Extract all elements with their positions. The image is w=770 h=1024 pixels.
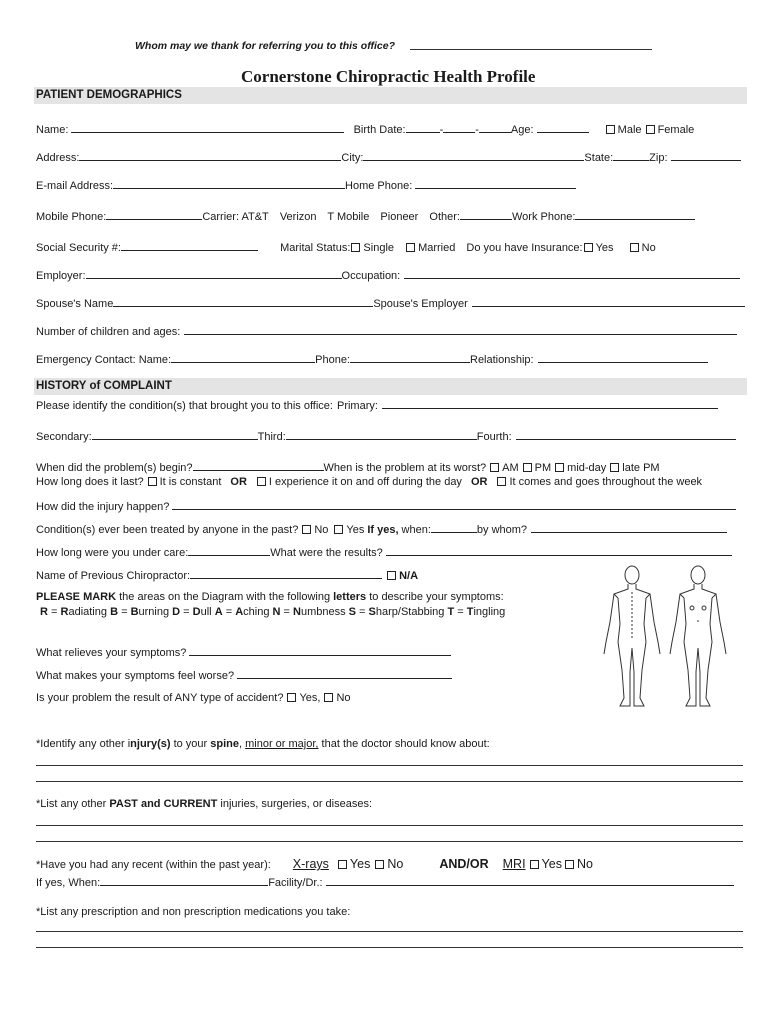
row-medications: *List any prescription and non prescription medications you take:: [36, 906, 351, 918]
legend-radiating: R = Radiating: [40, 606, 107, 618]
carrier-other-field[interactable]: [460, 208, 512, 220]
occupation-field[interactable]: [404, 267, 740, 279]
began-field[interactable]: [193, 459, 324, 471]
birth-month-field[interactable]: [406, 121, 440, 133]
accident-no-checkbox-icon[interactable]: [324, 693, 333, 702]
worse-field[interactable]: [237, 667, 452, 679]
employer-field[interactable]: [86, 267, 342, 279]
mobile-phone-field[interactable]: [106, 208, 202, 220]
row-treated: Condition(s) ever been treated by anyone in the past? No Yes If yes, when: by whom?: [36, 521, 727, 537]
mri-no-checkbox-icon[interactable]: [565, 860, 574, 869]
body-back-figure[interactable]: [604, 566, 660, 706]
email-field[interactable]: [113, 177, 345, 189]
care-duration-field[interactable]: [188, 544, 270, 556]
constant-checkbox-icon[interactable]: [148, 477, 157, 486]
section-title: HISTORY of COMPLAINT: [36, 380, 172, 392]
na-checkbox-icon[interactable]: [387, 571, 396, 580]
carrier-other[interactable]: Other:: [429, 211, 460, 223]
treated-no-checkbox-icon[interactable]: [302, 525, 311, 534]
row-secondary: Secondary: Third: Fourth:: [36, 428, 736, 444]
past-current-line-2[interactable]: [36, 841, 743, 842]
accident-yes-checkbox-icon[interactable]: [287, 693, 296, 702]
male-checkbox-icon[interactable]: [606, 125, 615, 134]
married-checkbox-icon[interactable]: [406, 243, 415, 252]
carrier-att[interactable]: AT&T: [241, 211, 269, 223]
row-began: When did the problem(s) begin? When is the problem at its worst? AM PM mid-day late PM: [36, 459, 660, 475]
row-children: Number of children and ages:: [36, 323, 737, 339]
referral-question: Whom may we thank for referring you to this office?: [135, 40, 396, 52]
mri-yes-checkbox-icon[interactable]: [530, 860, 539, 869]
birth-year-field[interactable]: [479, 121, 511, 133]
other-injuries-line-2[interactable]: [36, 781, 743, 782]
body-front-figure[interactable]: [670, 566, 726, 706]
age-field[interactable]: [537, 121, 589, 133]
row-prev-chiro: Name of Previous Chiropractor: N/A: [36, 567, 418, 583]
carrier-tmobile[interactable]: T Mobile: [327, 211, 370, 223]
xrays-no-checkbox-icon[interactable]: [375, 860, 384, 869]
relieves-field[interactable]: [189, 644, 451, 656]
insurance-no-checkbox-icon[interactable]: [630, 243, 639, 252]
third-condition-field[interactable]: [286, 428, 477, 440]
row-address: Address: City: State: Zip:: [36, 149, 741, 165]
imaging-facility-field[interactable]: [326, 874, 734, 886]
state-field[interactable]: [613, 149, 649, 161]
medications-line-1[interactable]: [36, 931, 743, 932]
row-name: Name: Birth Date: - - Age: Male Female: [36, 121, 694, 137]
referral-field[interactable]: [410, 49, 652, 50]
relationship-field[interactable]: [538, 351, 708, 363]
city-field[interactable]: [363, 149, 584, 161]
carrier-pioneer[interactable]: Pioneer: [380, 211, 419, 223]
row-relieves: What relieves your symptoms?: [36, 644, 451, 660]
section-header-demographics: [34, 87, 747, 104]
results-field[interactable]: [386, 544, 732, 556]
row-mobile: Mobile Phone: Carrier: AT&T Verizon T Mobile Pioneer Other: Work Phone:: [36, 208, 695, 224]
treated-yes-checkbox-icon[interactable]: [334, 525, 343, 534]
comes-goes-checkbox-icon[interactable]: [497, 477, 506, 486]
zip-field[interactable]: [671, 149, 741, 161]
legend-burning: B = Burning: [110, 606, 170, 618]
body-diagram-icon[interactable]: [592, 562, 732, 710]
imaging-when-field[interactable]: [100, 874, 268, 886]
row-accident: Is your problem the result of ANY type of accident? Yes, No: [36, 692, 351, 704]
legend-numbness: N = Numbness: [272, 606, 346, 618]
injury-field[interactable]: [172, 498, 736, 510]
address-field[interactable]: [79, 149, 341, 161]
emergency-phone-field[interactable]: [350, 351, 470, 363]
medications-line-2[interactable]: [36, 947, 743, 948]
work-phone-field[interactable]: [575, 208, 695, 220]
row-employer: Employer: Occupation:: [36, 267, 740, 283]
children-field[interactable]: [184, 323, 737, 335]
emergency-name-field[interactable]: [171, 351, 315, 363]
row-ssn: Social Security #: Marital Status: Single Married Do you have Insurance: Yes No: [36, 239, 656, 255]
row-worse: What makes your symptoms feel worse?: [36, 667, 452, 683]
fourth-condition-field[interactable]: [516, 428, 736, 440]
name-field[interactable]: [71, 121, 344, 133]
row-care: How long were you under care: What were the results?: [36, 544, 732, 560]
legend-tingling: T = Tingling: [447, 606, 506, 618]
treated-when-field[interactable]: [431, 521, 477, 533]
row-email: E-mail Address: Home Phone:: [36, 177, 576, 193]
female-checkbox-icon[interactable]: [646, 125, 655, 134]
xrays-yes-checkbox-icon[interactable]: [338, 860, 347, 869]
section-title: PATIENT DEMOGRAPHICS: [36, 89, 182, 101]
secondary-condition-field[interactable]: [92, 428, 258, 440]
row-recent: *Have you had any recent (within the past year): X-rays Yes No AND/OR MRI Yes No: [36, 857, 593, 871]
primary-condition-field[interactable]: [382, 397, 718, 409]
past-current-line-1[interactable]: [36, 825, 743, 826]
row-other-injuries: *Identify any other injury(s) to your spine, minor or major, that the doctor should know about:: [36, 738, 490, 750]
pm-checkbox-icon[interactable]: [523, 463, 532, 472]
section-header-history: [34, 378, 747, 395]
home-phone-field[interactable]: [415, 177, 576, 189]
am-checkbox-icon[interactable]: [490, 463, 499, 472]
row-identify: Please identify the condition(s) that brought you to this office: Primary:: [36, 397, 718, 413]
carrier-verizon[interactable]: Verizon: [279, 211, 317, 223]
single-checkbox-icon[interactable]: [351, 243, 360, 252]
late-pm-checkbox-icon[interactable]: [610, 463, 619, 472]
ssn-field[interactable]: [121, 239, 258, 251]
row-spouse: Spouse's Name Spouse's Employer: [36, 295, 745, 311]
prev-chiro-field[interactable]: [190, 567, 382, 579]
on-off-checkbox-icon[interactable]: [257, 477, 266, 486]
insurance-yes-checkbox-icon[interactable]: [584, 243, 593, 252]
row-if-yes-when: If yes, When: Facility/Dr.:: [36, 874, 734, 890]
legend-dull: D = Dull: [172, 606, 212, 618]
page-title: Cornerstone Chiropractic Health Profile: [241, 67, 536, 86]
legend-sharp: S = Sharp/Stabbing: [348, 606, 445, 618]
midday-checkbox-icon[interactable]: [555, 463, 564, 472]
row-past-current: *List any other PAST and CURRENT injuries, surgeries, or diseases:: [36, 798, 373, 810]
symptom-legend: [40, 605, 505, 619]
birth-day-field[interactable]: [443, 121, 475, 133]
treated-by-whom-field[interactable]: [531, 521, 727, 533]
row-duration: How long does it last? It is constant OR I experience it on and off during the day OR It comes and goes throughout the week: [36, 476, 703, 488]
legend-aching: A = Aching: [214, 606, 270, 618]
spouse-name-field[interactable]: [113, 295, 373, 307]
row-emergency: Emergency Contact: Name: Phone: Relationship:: [36, 351, 708, 367]
other-injuries-line-1[interactable]: [36, 765, 743, 766]
row-injury: How did the injury happen?: [36, 498, 736, 514]
spouse-employer-field[interactable]: [472, 295, 745, 307]
row-please-mark: PLEASE MARK the areas on the Diagram with the following letters to describe your symptoms:: [36, 591, 504, 603]
